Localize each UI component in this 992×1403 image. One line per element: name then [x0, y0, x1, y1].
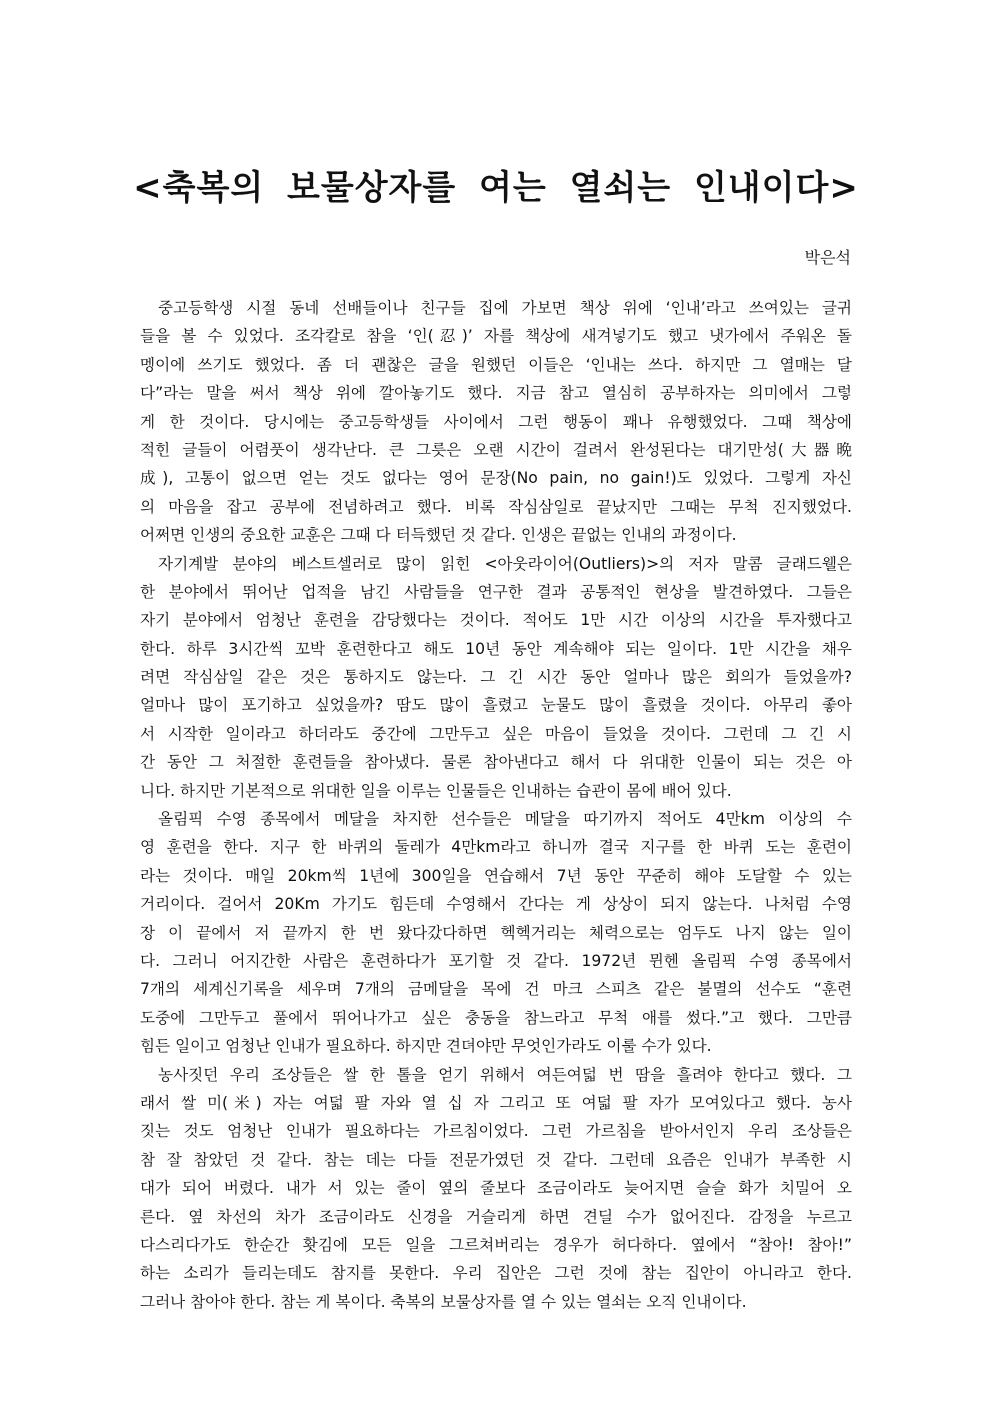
paragraph-line: 서 시작한 일이라고 하더라도 중간에 그만두고 싶은 마음이 들었을 것이다. 그런데 그 긴 시	[140, 724, 852, 743]
paragraph-line: 한 분야에서 뛰어난 업적을 남긴 사람들을 연구한 결과 공통적인 현상을 발견하였다. 그들은	[140, 582, 852, 601]
paragraph-line: 중고등학생 시절 동네 선배들이나 친구들 집에 가보면 책상 위에 ‘인내’라고 쓰여있는 글귀	[158, 299, 852, 317]
paragraph-line: 成), 고통이 없으면 얻는 것도 없다는 영어 문장(No pain, no gain!)도 있었다. 그렇게 자신	[140, 469, 852, 488]
paragraph-line: 참 잘 참았던 것 같다. 참는 데는 다들 전문가였던 것 같다. 그런데 요즘은 인내가 부족한 시	[140, 1150, 852, 1169]
paragraph-line: 올림픽 수영 종목에서 메달을 차지한 선수들은 메달을 따기까지 적어도 4만km 이상의 수	[158, 810, 852, 829]
paragraph-2	[140, 550, 852, 806]
paragraph-line: 어쩌면 인생의 중요한 교훈은 그때 다 터득했던 것 같다. 인생은 끝없는 인내의 과정이다.	[140, 526, 737, 545]
paragraph-line: 멩이에 쓰기도 했었다. 좀 더 괜찮은 글을 원했던 이들은 ‘인내는 쓰다. 하지만 그 열매는 달	[140, 355, 852, 374]
paragraph-line: 게 한 것이다. 당시에는 중고등학생들 사이에서 그런 행동이 꽤나 유행했었다. 그때 책상에	[140, 412, 852, 431]
paragraph-line: 다”라는 말을 써서 책상 위에 깔아놓기도 했다. 지금 참고 열심히 공부하자는 의미에서 그렇	[140, 384, 852, 403]
paragraph-line: 간 동안 그 처절한 훈련들을 참아냈다. 물론 참아낸다고 해서 다 위대한 인물이 되는 것은 아	[140, 753, 852, 772]
document-title: <축복의 보물상자를 여는 열쇠는 인내이다>	[133, 168, 859, 208]
paragraph-line: 농사짓던 우리 조상들은 쌀 한 톨을 얻기 위해서 여든여덟 번 땀을 흘려야 한다고 했다. 그	[158, 1065, 852, 1084]
paragraph-line: 거리이다. 걸어서 20Km 가기도 힘든데 수영해서 간다는 게 상상이 되지 않는다. 나처럼 수영	[140, 895, 852, 914]
paragraph-4	[140, 1061, 852, 1317]
paragraph-line: 려면 작심삼일 같은 것은 통하지도 않는다. 그 긴 시간 동안 얼마나 많은 회의가 들었을까?	[140, 668, 852, 687]
paragraph-line: 장 이 끝에서 저 끝까지 한 번 왔다갔다하면 헥헥거리는 체력으로는 엄두도 나지 않는 일이	[140, 923, 852, 942]
paragraph-line: 힘든 일이고 엄청난 인내가 필요하다. 하지만 견뎌야만 무엇인가라도 이룰 수가 있다.	[140, 1037, 712, 1056]
paragraph-line: 른다. 옆 차선의 차가 조금이라도 신경을 거슬리게 하면 견딜 수가 없어진다. 감정을 누르고	[140, 1207, 852, 1226]
paragraph-line: 다. 그러니 어지간한 사람은 훈련하다가 포기할 것 같다. 1972년 뮌헨 올림픽 수영 종목에서	[140, 951, 852, 970]
paragraph-line: 대가 되어 버렸다. 내가 서 있는 줄이 옆의 줄보다 조금이라도 늦어지면 슬슬 화가 치밀어 오	[140, 1179, 852, 1198]
paragraph-line: 자기계발 분야의 베스트셀러로 많이 읽힌 <아웃라이어(Outliers)>의 저자 말콤 글래드웰은	[158, 554, 852, 573]
paragraph-line: 한다. 하루 3시간씩 꼬박 훈련한다고 해도 10년 동안 계속해야 되는 일이다. 1만 시간을 채우	[140, 639, 852, 658]
paragraph-line: 니다. 하지만 기본적으로 위대한 일을 이루는 인물들은 인내하는 습관이 몸에 배어 있다.	[140, 781, 732, 800]
paragraph-line: 적힌 글들이 어렴풋이 생각난다. 큰 그릇은 오랜 시간이 걸려서 완성된다는 대기만성(大器晩	[140, 440, 852, 459]
paragraph-line: 래서 쌀 미(米) 자는 여덟 팔 자와 열 십 자 그리고 또 여덟 팔 자가 모여있다고 했다. 농사	[140, 1093, 852, 1112]
document-body	[140, 294, 852, 1316]
paragraph-line: 영 훈련을 한다. 지구 한 바퀴의 둘레가 4만km라고 하니까 결국 지구를 한 바퀴 도는 훈련이	[140, 838, 852, 857]
paragraph-line: 그러나 참아야 한다. 참는 게 복이다. 축복의 보물상자를 열 수 있는 열쇠는 오직 인내이다.	[140, 1292, 747, 1311]
author-name: 박은석	[804, 248, 851, 267]
paragraph-line: 들을 볼 수 있었다. 조각칼로 참을 ‘인(忍)’ 자를 책상에 새겨넣기도 했고 냇가에서 주워온 돌	[140, 327, 852, 346]
paragraph-line: 도중에 그만두고 풀에서 뛰어나가고 싶은 충동을 참느라고 무척 애를 썼다.”고 했다. 그만큼	[140, 1008, 852, 1027]
paragraph-line: 다스리다가도 한순간 홧김에 모든 일을 그르쳐버리는 경우가 허다하다. 옆에서 “참아! 참아!”	[140, 1235, 852, 1254]
paragraph-3	[140, 805, 852, 1061]
paragraph-line: 짓는 것도 엄청난 인내가 필요하다는 가르침이었다. 그런 가르침을 받아서인지 우리 조상들은	[140, 1122, 852, 1141]
paragraph-line: 7개의 세계신기록을 세우며 7개의 금메달을 목에 건 마크 스피츠 같은 불멸의 선수도 “훈련	[140, 980, 852, 999]
paragraph-1	[140, 294, 852, 550]
paragraph-line: 의 마음을 잡고 공부에 전념하려고 했다. 비록 작심삼일로 끝났지만 그때는 무척 진지했었다.	[140, 497, 852, 516]
paragraph-line: 얼마나 많이 포기하고 싶었을까? 땀도 많이 흘렸고 눈물도 많이 흘렸을 것이다. 아무리 좋아	[140, 696, 852, 715]
paragraph-line: 라는 것이다. 매일 20km씩 1년에 300일을 연습해서 7년 동안 꾸준히 해야 도달할 수 있는	[140, 866, 852, 885]
paragraph-line: 하는 소리가 들리는데도 참지를 못한다. 우리 집안은 그런 것에 참는 집안이 아니라고 한다.	[140, 1264, 852, 1283]
paragraph-line: 자기 분야에서 엄청난 훈련을 감당했다는 것이다. 적어도 1만 시간 이상의 시간을 투자했다고	[140, 611, 852, 630]
